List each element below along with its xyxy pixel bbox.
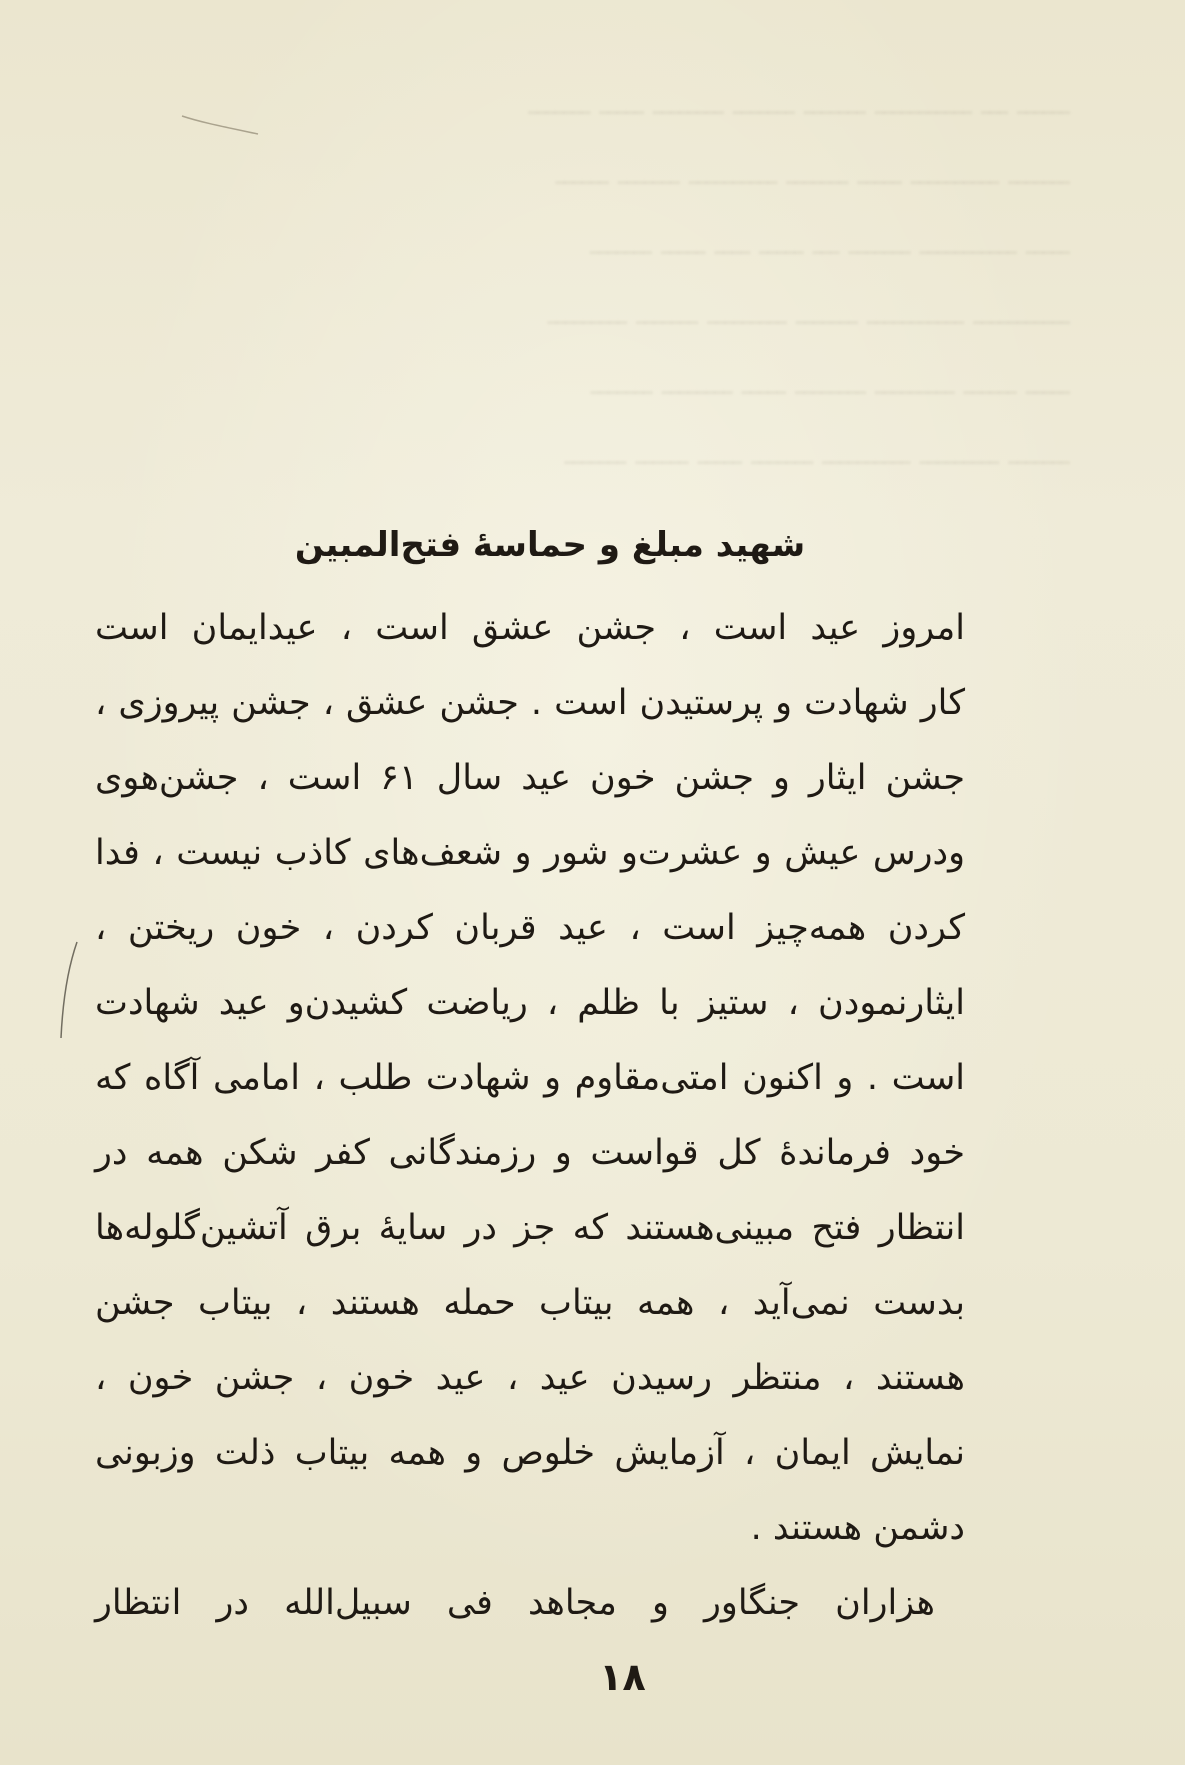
text-line: کار شهادت و پرستیدن است . جشن عشق ، جشن پیروزی ، [95,683,965,723]
text-line: ودرس عیش و عشرت‌و شور و شعف‌های کاذب نیست ، فدا [95,833,965,873]
bleed-through-texture: ــــــ ـــ ـــــــــــ ـــــــ ـــــــ ــــــــ ـــــ ـــــــ ـــــــ ــــــــــ ـــــ ـــــــ ــــــــــ ـــــــ ــــــ ـــــ ـــــــــــ ـــــــ ـــ ـــــ ــــ ـــــ ـــــــ ـــــــــــ ـــــــــــ ـــــــ ـــــــــ ـــــــ ـــــــــ ـــــ ــــــ ـــــــــ ــــــــ ـــــ ــــــــ ـــــــ ـــــــ ـــــــــ ــــــــــ ـــــــ ـــــ ــــــ ـــــــ [528,87,1070,472]
text-line: خود فرماندهٔ کل قواست و رزمندگانی کفر شکن همه در [95,1133,965,1173]
text-line: ایثارنمودن ، ستیز با ظلم ، ریاضت کشیدن‌و عید شهادت [95,983,965,1023]
text-line: کردن همه‌چیز است ، عید قربان کردن ، خون ریختن ، [95,908,965,948]
paper-crease-mark [180,112,260,142]
text-line: است . و اکنون امتی‌مقاوم و شهادت طلب ، امامی آگاه که [95,1058,965,1098]
article-heading: شهید مبلغ و حماسهٔ فتح‌المبین [294,525,806,565]
text-line: جشن ایثار و جشن خون عید سال ۶۱ است ، جشن‌هوی [95,758,965,798]
margin-pencil-mark [55,940,85,1040]
text-line: بدست نمی‌آید ، همه بیتاب حمله هستند ، بیتاب جشن [95,1283,965,1323]
text-line: هزاران جنگاور و مجاهد فی سبیل‌الله در انتظار [95,1583,935,1623]
page-number: ۱۸ [599,1655,646,1699]
text-line: هستند ، منتظر رسیدن عید ، عید خون ، جشن خون ، [95,1358,965,1398]
text-line: انتظار فتح مبینی‌هستند که جز در سایهٔ برق آتشین‌گلوله‌ها [95,1208,965,1248]
text-line: نمایش ایمان ، آزمایش خلوص و همه بیتاب ذلت وزبونی [95,1433,965,1473]
text-line: دشمن هستند . [750,1508,965,1548]
text-line: امروز عید است ، جشن عشق است ، عیدایمان است [95,608,965,648]
article-text [95,505,965,1641]
